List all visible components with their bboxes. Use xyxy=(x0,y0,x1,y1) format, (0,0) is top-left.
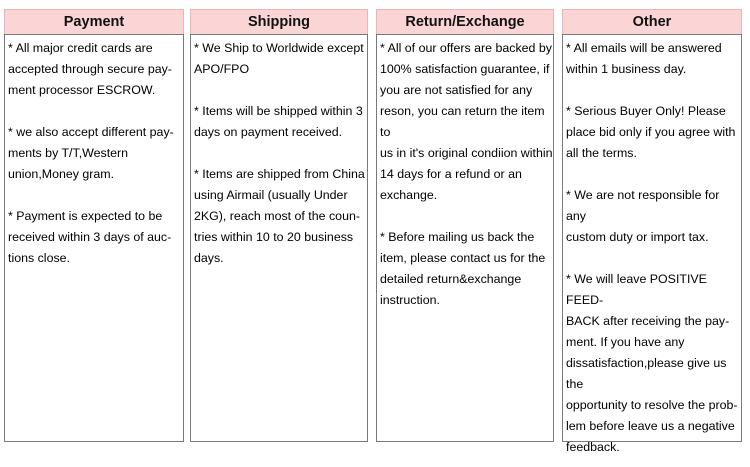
info-paragraph xyxy=(566,38,741,80)
info-paragraph xyxy=(566,269,741,458)
text-line: days on payment received. xyxy=(194,125,343,139)
text-line: 2KG), reach most of the coun- xyxy=(194,209,360,223)
text-line: within 1 business day. xyxy=(566,62,687,76)
text-line: us in it's original condiion within xyxy=(380,146,553,160)
text-line: ments by T/T,Western xyxy=(8,146,129,160)
text-line: exchange. xyxy=(380,188,438,202)
info-paragraph xyxy=(8,38,183,101)
text-line: accepted through secure pay- xyxy=(8,62,172,76)
text-line: union,Money gram. xyxy=(8,167,115,181)
shipping-header: Shipping xyxy=(190,9,368,35)
info-paragraph xyxy=(380,227,553,311)
column-shipping xyxy=(190,9,368,35)
text-line: * Before mailing us back the xyxy=(380,230,535,244)
info-paragraph xyxy=(566,185,741,248)
info-paragraph xyxy=(194,101,367,143)
text-line: days. xyxy=(194,251,224,265)
text-line: received within 3 days of auc- xyxy=(8,230,172,244)
text-line: place bid only if you agree with xyxy=(566,125,736,139)
text-line: detailed return&exchange xyxy=(380,272,522,286)
payment-header: Payment xyxy=(4,9,184,35)
text-line: you are not satisfied for any xyxy=(380,83,533,97)
text-line: * Items will be shipped within 3 xyxy=(194,104,363,118)
text-line: * We Ship to Worldwide except xyxy=(194,41,364,55)
text-line: instruction. xyxy=(380,293,440,307)
text-line: * We are not responsible for any xyxy=(566,188,720,223)
text-line: * All major credit cards are xyxy=(8,41,153,55)
text-line: item, please contact us for the xyxy=(380,251,546,265)
text-line: dissatisfaction,please give us the xyxy=(566,356,727,391)
text-line: all the terms. xyxy=(566,146,637,160)
text-line: APO/FPO xyxy=(194,62,250,76)
text-line: feedback. xyxy=(566,440,620,454)
return-exchange-header: Return/Exchange xyxy=(376,9,554,35)
text-line: * All of our offers are backed by xyxy=(380,41,552,55)
text-line: * Serious Buyer Only! Please xyxy=(566,104,726,118)
text-line: ment processor ESCROW. xyxy=(8,83,156,97)
info-paragraph xyxy=(8,122,183,185)
text-line: * Payment is expected to be xyxy=(8,209,163,223)
text-line: lem before leave us a negative xyxy=(566,419,735,433)
payment-panel xyxy=(4,34,184,442)
text-line: tions close. xyxy=(8,251,70,265)
text-line: * All emails will be answered xyxy=(566,41,722,55)
text-line: tries within 10 to 20 business xyxy=(194,230,354,244)
return-exchange-panel xyxy=(376,34,554,442)
text-line: * we also accept different pay- xyxy=(8,125,174,139)
info-paragraph xyxy=(380,38,553,206)
other-panel xyxy=(562,34,742,454)
text-line: using Airmail (usually Under xyxy=(194,188,348,202)
text-line: * We will leave POSITIVE FEED- xyxy=(566,272,707,307)
text-line: 100% satisfaction guarantee, if xyxy=(380,62,550,76)
column-payment xyxy=(4,9,184,35)
text-line: ment. If you have any xyxy=(566,335,685,349)
text-line: * Items are shipped from China xyxy=(194,167,365,181)
text-line: custom duty or import tax. xyxy=(566,230,709,244)
text-line: opportunity to resolve the prob- xyxy=(566,398,738,412)
other-header: Other xyxy=(562,9,742,35)
text-line: 14 days for a refund or an xyxy=(380,167,522,181)
column-return-exchange xyxy=(376,9,554,35)
info-paragraph xyxy=(194,38,367,80)
info-paragraph xyxy=(8,206,183,269)
text-line: reson, you can return the item to xyxy=(380,104,545,139)
text-line: BACK after receiving the pay- xyxy=(566,314,730,328)
info-paragraph xyxy=(194,164,367,269)
info-paragraph xyxy=(566,101,741,164)
shipping-panel xyxy=(190,34,368,442)
column-other xyxy=(562,9,742,35)
